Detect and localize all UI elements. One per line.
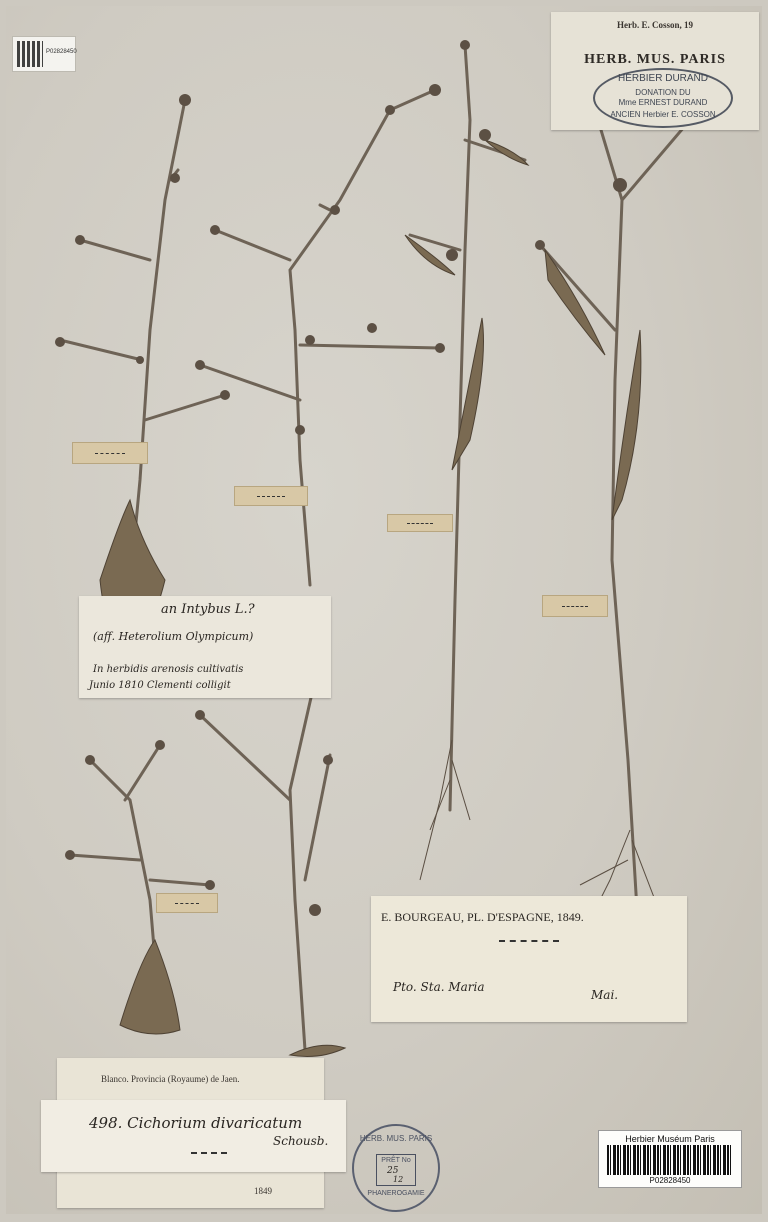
loan-stamp-bottom: PHANEROGAMIE	[367, 1190, 425, 1197]
loan-stamp-number: 25	[387, 1166, 399, 1176]
collector-month: Mai.	[591, 988, 619, 1002]
datamatrix-id: P02828450	[46, 49, 77, 55]
handwritten-line-2: (aff. Heterolium Olympicum)	[93, 630, 254, 643]
collection-label: Herb. E. Cosson, 19	[616, 20, 693, 30]
mounting-tape	[234, 486, 308, 506]
barcode-icon	[607, 1145, 731, 1175]
mounting-tape	[387, 514, 453, 532]
handwritten-label	[79, 596, 331, 698]
handwritten-line-1: an Intybus L.?	[161, 602, 255, 617]
datamatrix-code	[12, 36, 76, 72]
specimen-6-stem	[290, 680, 315, 1050]
handwritten-line-3: In herbidis arenosis cultivatis	[93, 664, 244, 675]
herbarium-name: HERB. MUS. PARIS	[584, 52, 726, 67]
cosson-label	[551, 12, 759, 130]
printed-label-text: Blanco. Provincia (Royaume) de Jaen.	[101, 1074, 240, 1084]
collector-locality: Pto. Sta. Maria	[393, 980, 485, 994]
handwritten-line-4: Junio 1810 Clementi colligit	[89, 680, 231, 691]
taxon-name: 498. Cichorium divaricatum	[89, 1114, 303, 1132]
loan-stamp-fraction: 12	[393, 1175, 404, 1184]
donation-stamp-bottom: ANCIEN Herbier E. COSSON	[610, 110, 716, 119]
collector-divider	[499, 940, 559, 944]
barcode-label	[598, 1130, 742, 1188]
collector-label	[371, 896, 687, 1022]
mounting-tape	[156, 893, 218, 913]
specimen-4-leaf-upper	[545, 250, 605, 355]
loan-stamp-box	[376, 1154, 416, 1186]
collector-title: E. BOURGEAU, PL. D'ESPAGNE, 1849.	[381, 910, 584, 924]
taxon-author: Schousb.	[273, 1134, 329, 1148]
specimen-3-leaf	[452, 318, 484, 470]
specimen-5-basal-leaves	[120, 940, 180, 1034]
loan-stamp-top: HERB. MUS. PARIS	[359, 1134, 433, 1143]
donation-stamp-top: HERBIER DURAND	[617, 73, 708, 84]
loan-stamp	[352, 1124, 440, 1212]
mounting-tape	[542, 595, 608, 617]
loan-stamp-pret: PRÊT No	[381, 1157, 411, 1164]
donation-stamp-lower: Mme ERNEST DURAND	[618, 98, 708, 107]
specimen-4-stem	[580, 60, 640, 960]
donation-stamp-middle: DONATION DU	[635, 88, 691, 97]
donation-stamp	[593, 68, 733, 128]
barcode-number: P02828450	[649, 1176, 691, 1185]
datamatrix-icon	[17, 41, 43, 67]
mounting-tape	[72, 442, 148, 464]
printed-label-year: 1849	[254, 1186, 272, 1196]
taxon-label	[41, 1100, 346, 1172]
barcode-header: Herbier Muséum Paris	[625, 1134, 715, 1144]
taxon-divider	[191, 1152, 227, 1154]
